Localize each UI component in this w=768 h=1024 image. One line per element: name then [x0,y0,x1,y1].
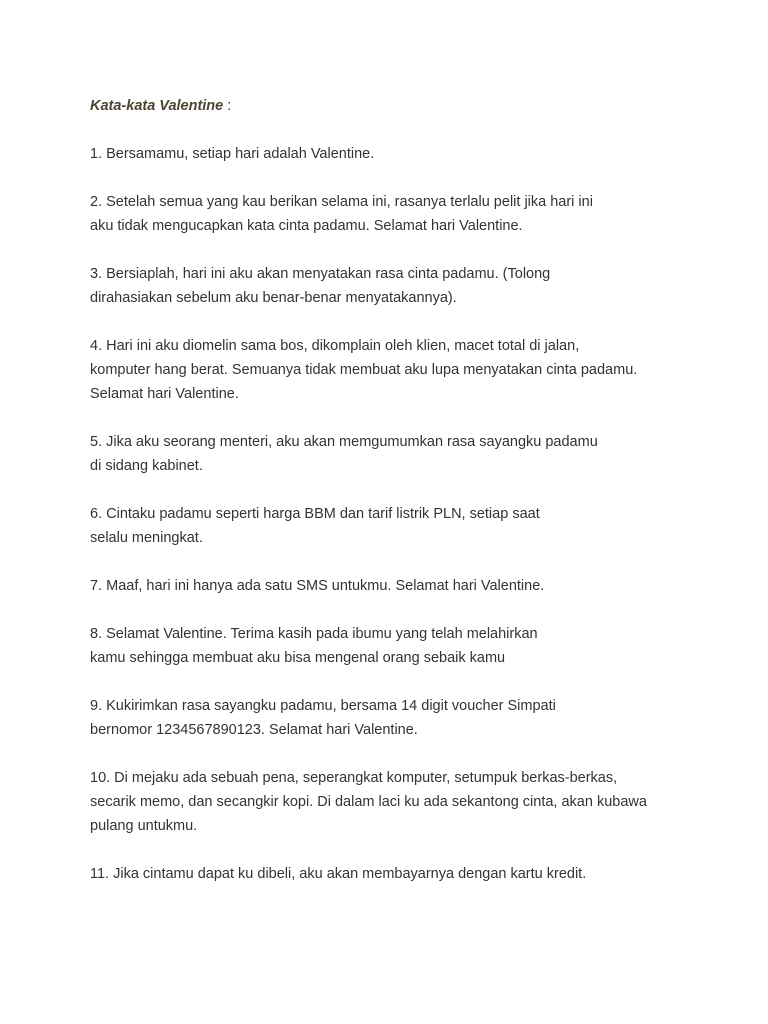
item-list [90,142,708,886]
document-title: Kata-kata Valentine [90,98,224,114]
item-text-line: 6. Cintaku padamu seperti harga BBM dan tarif listrik PLN, setiap saat [90,506,540,522]
item-text-line: 7. Maaf, hari ini hanya ada satu SMS untukmu. Selamat hari Valentine. [90,578,545,594]
list-item [90,622,708,670]
list-item [90,334,708,406]
list-item [90,862,708,886]
item-text-line: 10. Di mejaku ada sebuah pena, seperangkat komputer, setumpuk berkas-berkas, [90,770,618,786]
list-item [90,502,708,550]
item-text-line: dirahasiakan sebelum aku benar-benar menyatakannya). [90,290,457,306]
list-item [90,190,708,238]
item-text-line: 9. Kukirimkan rasa sayangku padamu, bersama 14 digit voucher Simpati [90,698,556,714]
item-text-line: di sidang kabinet. [90,458,203,474]
item-text-line: bernomor 1234567890123. Selamat hari Valentine. [90,722,418,738]
list-item [90,142,708,166]
item-text-line: 11. Jika cintamu dapat ku dibeli, aku akan membayarnya dengan kartu kredit. [90,866,587,882]
item-text-line: 2. Setelah semua yang kau berikan selama ini, rasanya terlalu pelit jika hari ini [90,194,593,210]
list-item [90,430,708,478]
title-colon: : [223,98,232,114]
item-text-line: 3. Bersiaplah, hari ini aku akan menyatakan rasa cinta padamu. (Tolong [90,266,551,282]
item-text-line: 4. Hari ini aku diomelin sama bos, dikomplain oleh klien, macet total di jalan, [90,338,580,354]
item-text-line: Selamat hari Valentine. [90,386,239,402]
list-item [90,574,708,598]
item-text-line: komputer hang berat. Semuanya tidak membuat aku lupa menyatakan cinta padamu. [90,362,638,378]
list-item [90,766,708,838]
item-text-line: aku tidak mengucapkan kata cinta padamu. Selamat hari Valentine. [90,218,523,234]
item-text-line: 8. Selamat Valentine. Terima kasih pada ibumu yang telah melahirkan [90,626,538,642]
item-text-line: 1. Bersamamu, setiap hari adalah Valentine. [90,146,375,162]
item-text-line: secarik memo, dan secangkir kopi. Di dalam laci ku ada sekantong cinta, akan kubawa [90,794,647,810]
item-text-line: selalu meningkat. [90,530,203,546]
item-text-line: 5. Jika aku seorang menteri, aku akan memgumumkan rasa sayangku padamu [90,434,598,450]
list-item [90,694,708,742]
item-text-line: pulang untukmu. [90,818,198,834]
item-text-line: kamu sehingga membuat aku bisa mengenal orang sebaik kamu [90,650,506,666]
list-item [90,262,708,310]
heading-line [90,94,708,118]
